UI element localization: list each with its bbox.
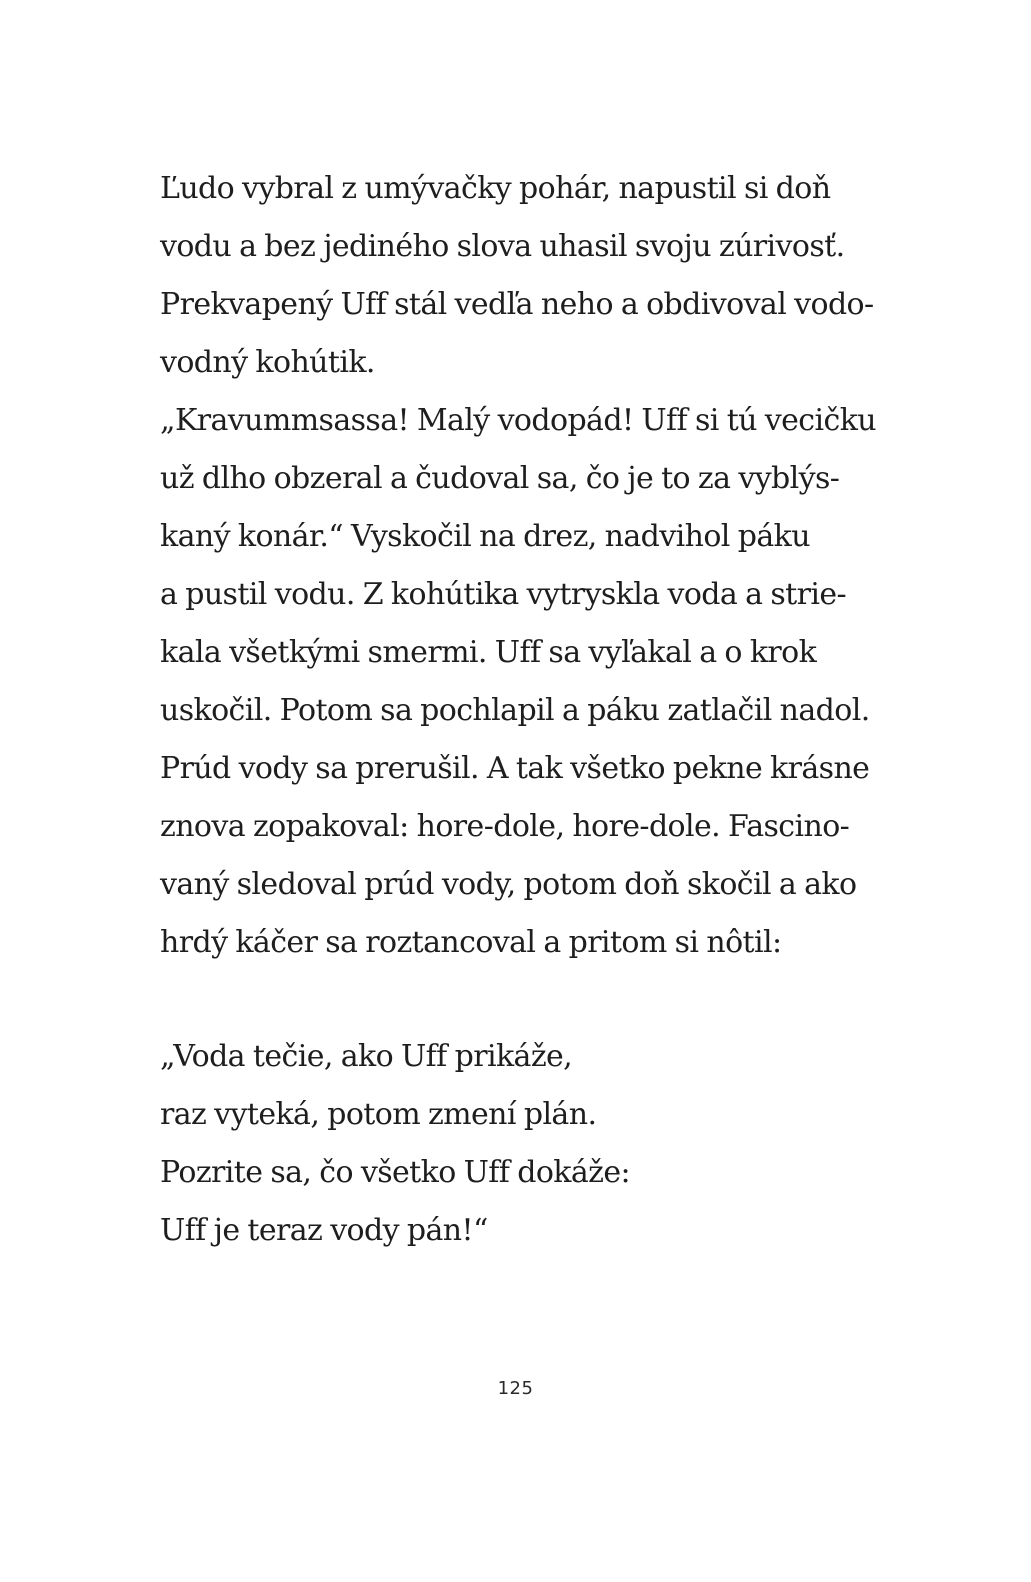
verse-line: Pozrite sa, čo všetko Uff dokáže: (160, 1155, 631, 1190)
text-line: Ľudo vybral z umývačky pohár, napustil si doň (160, 171, 831, 206)
text-line: kala všetkými smermi. Uff sa vyľakal a o krok (160, 635, 817, 670)
prose-paragraph (160, 160, 920, 972)
text-line: uskočil. Potom sa pochlapil a páku zatlačil nadol. (160, 693, 870, 728)
text-line: vaný sledoval prúd vody, potom doň skočil a ako (160, 867, 857, 902)
text-line: kaný konár.“ Vyskočil na drez, nadvihol páku (160, 519, 810, 554)
text-line: už dlho obzeral a čudoval sa, čo je to za vyblýs- (160, 461, 840, 496)
text-line: a pustil vodu. Z kohútika vytryskla voda a strie- (160, 577, 847, 612)
verse-line: raz vyteká, potom zmení plán. (160, 1097, 597, 1132)
text-line: hrdý káčer sa roztancoval a pritom si nôtil: (160, 925, 782, 960)
text-line: vodný kohútik. (160, 345, 375, 380)
verse-line: Uff je teraz vody pán!“ (160, 1213, 488, 1248)
verse-stanza (160, 1028, 920, 1260)
text-line: Prúd vody sa prerušil. A tak všetko pekne krásne (160, 751, 870, 786)
text-line: znova zopakoval: hore-dole, hore-dole. Fascino- (160, 809, 850, 844)
page-number: 125 (497, 1378, 534, 1399)
text-line: „Kravummsassa! Malý vodopád! Uff si tú vecičku (160, 403, 877, 438)
verse-line: „Voda tečie, ako Uff prikáže, (160, 1039, 573, 1074)
text-line: vodu a bez jediného slova uhasil svoju zúrivosť. (160, 229, 845, 264)
text-line: Prekvapený Uff stál vedľa neho a obdivoval vodo- (160, 287, 874, 322)
